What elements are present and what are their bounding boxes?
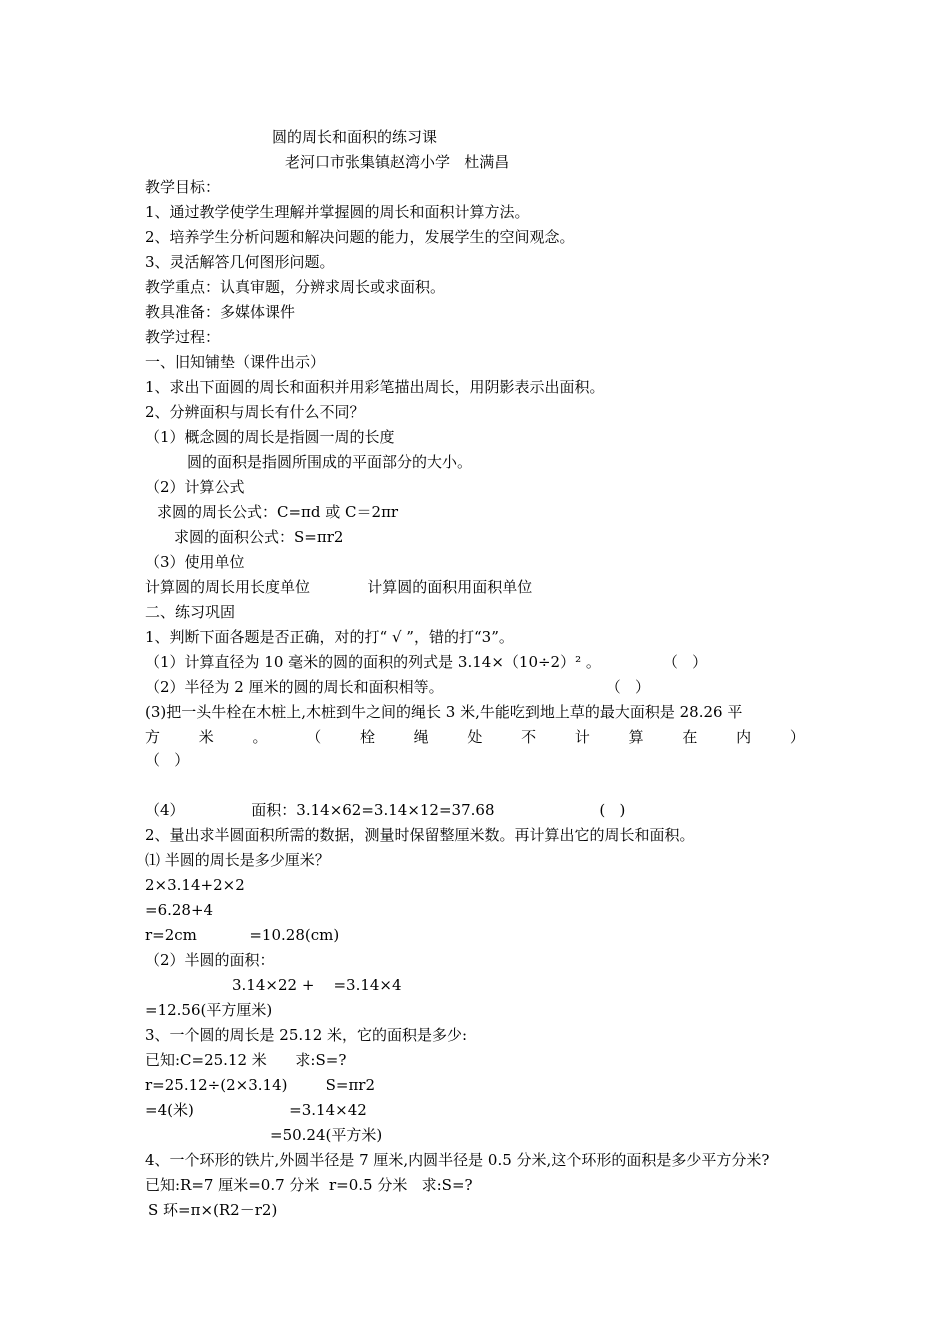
text-line: 4、一个环形的铁片,外圆半径是 7 厘米,内圆半径是 0.5 分米,这个环形的面积是多少平方分米?: [145, 1151, 770, 1169]
text-line: =50.24(平方米): [270, 1126, 383, 1144]
text-line: 已知:R=7 厘米=0.7 分米 r=0.5 分米 求:S=?: [145, 1176, 473, 1194]
text-char: 栓: [359, 728, 375, 746]
document-title: 圆的周长和面积的练习课: [272, 128, 438, 146]
text-line: （ ）: [145, 751, 190, 769]
text-line: ⑴ 半圆的周长是多少厘米？: [145, 851, 330, 869]
text-line: 求圆的周长公式：C=πd 或 C＝2πr: [157, 503, 399, 521]
text-char: 不: [521, 728, 537, 746]
text-line: 一、旧知铺垫（课件出示）: [145, 353, 326, 371]
text-line: =6.28+4: [145, 901, 214, 919]
text-line: 圆的面积是指圆所围成的平面部分的大小。: [187, 453, 473, 471]
text-line: （2）半圆的面积：: [145, 951, 275, 969]
text-line: 3、灵活解答几何图形问题。: [145, 253, 335, 271]
text-line: 教学过程：: [145, 328, 221, 346]
text-char: ）: [789, 728, 805, 746]
text-char: 计: [574, 728, 590, 746]
text-char: 绳: [413, 728, 429, 746]
text-line: 已知:C=25.12 米 求:S=?: [145, 1051, 347, 1069]
text-line: 1、判断下面各题是否正确，对的打“ √ ”，错的打“3”。: [145, 628, 514, 646]
text-char: 。: [252, 728, 268, 746]
document-author: 老河口市张集镇赵湾小学 杜满昌: [285, 153, 510, 171]
text-line: 教学目标：: [145, 178, 221, 196]
text-line: 3、一个圆的周长是 25.12 米，它的面积是多少:: [145, 1026, 468, 1044]
justified-text-line: [145, 728, 805, 746]
text-line: （1）概念圆的周长是指圆一周的长度: [145, 428, 395, 446]
text-char: 处: [467, 728, 483, 746]
text-line: 教学重点：认真审题，分辨求周长或求面积。: [145, 278, 446, 296]
text-line: 求圆的面积公式：S=πr2: [174, 528, 344, 546]
text-line: 二、练习巩固: [145, 603, 236, 621]
text-line: （3）使用单位: [145, 553, 245, 571]
text-char: 算: [628, 728, 644, 746]
text-char: 米: [198, 728, 214, 746]
text-char: 方: [145, 728, 161, 746]
text-line: S 环=π×(R2－r2): [148, 1201, 278, 1219]
text-char: （: [306, 728, 322, 746]
text-line: （2）半径为 2 厘米的圆的周长和面积相等。 （ ）: [145, 678, 651, 696]
text-line: （2）计算公式: [145, 478, 245, 496]
text-line: =4(米) =3.14×42: [145, 1101, 367, 1119]
text-line: 2、分辨面积与周长有什么不同？: [145, 403, 365, 421]
text-line: 3.14×22 + =3.14×4: [232, 976, 402, 994]
text-line: 计算圆的周长用长度单位 计算圆的面积用面积单位: [145, 578, 533, 596]
text-line: r=25.12÷(2×3.14) S=πr2: [145, 1076, 376, 1094]
text-char: 在: [682, 728, 698, 746]
text-line: 教具准备：多媒体课件: [145, 303, 296, 321]
text-line: 2×3.14+2×2: [145, 876, 245, 894]
text-line: （4） 面积：3.14×62=3.14×12=37.68 ( ): [145, 801, 626, 819]
text-line: (3)把一头牛栓在木桩上,木桩到牛之间的绳长 3 米,牛能吃到地上草的最大面积是 28.26 平: [145, 703, 743, 721]
text-line: =12.56(平方厘米): [145, 1001, 273, 1019]
text-line: （1）计算直径为 10 毫米的圆的面积的列式是 3.14×（10÷2）² 。 （ ）: [145, 653, 708, 671]
text-line: 1、通过教学使学生理解并掌握圆的周长和面积计算方法。: [145, 203, 530, 221]
text-line: 2、量出求半圆面积所需的数据，测量时保留整厘米数。再计算出它的周长和面积。: [145, 826, 695, 844]
text-char: 内: [736, 728, 752, 746]
text-line: r=2cm =10.28(cm): [145, 926, 340, 944]
text-line: 1、求出下面圆的周长和面积并用彩笔描出周长，用阴影表示出面积。: [145, 378, 605, 396]
text-line: 2、培养学生分析问题和解决问题的能力，发展学生的空间观念。: [145, 228, 575, 246]
